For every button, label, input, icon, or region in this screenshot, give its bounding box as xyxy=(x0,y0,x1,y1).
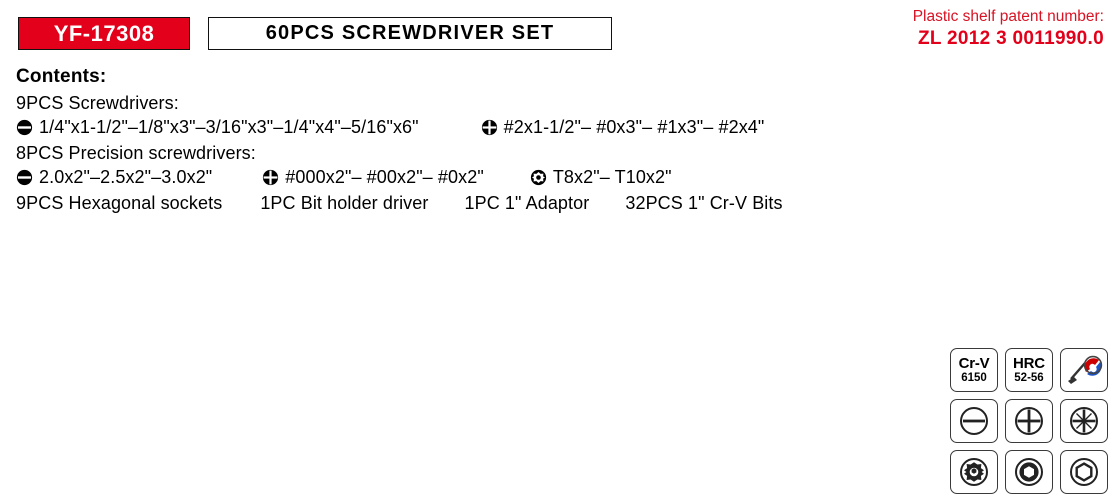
hardness-hrc-bottom: 52-56 xyxy=(1014,371,1044,384)
hex-socket-bit-icon xyxy=(1005,450,1053,494)
total-item: 9PCS Hexagonal sockets xyxy=(16,193,223,213)
square-bit-icon xyxy=(1060,450,1108,494)
spec-text: #000x2"– #00x2"– #0x2" xyxy=(285,167,484,187)
group-precision-specs xyxy=(16,167,1106,188)
slotted-icon xyxy=(16,119,33,136)
material-crv-top: Cr-V xyxy=(958,355,990,373)
spec-text: 1/4"x1-1/2"–1/8"x3"–3/16"x3"–1/4"x4"–5/16"x6" xyxy=(39,117,419,137)
patent-info xyxy=(913,8,1104,50)
magnetic-icon xyxy=(1060,348,1108,392)
total-item: 1PC 1" Adaptor xyxy=(464,193,590,213)
spec-text: 2.0x2"–2.5x2"–3.0x2" xyxy=(39,167,213,187)
contents-section xyxy=(16,66,1106,214)
patent-label: Plastic shelf patent number: xyxy=(912,8,1104,25)
phillips-bit-icon xyxy=(1005,399,1053,443)
spec-text: T8x2"– T10x2" xyxy=(552,167,672,187)
material-crv-icon xyxy=(950,348,998,392)
material-crv-bottom: 6150 xyxy=(961,371,987,384)
phillips-icon xyxy=(481,119,498,136)
spec-item xyxy=(16,117,419,138)
feature-icon-grid xyxy=(950,348,1108,494)
spec-item xyxy=(262,167,484,188)
total-item: 32PCS 1" Cr-V Bits xyxy=(625,193,783,213)
spec-item xyxy=(481,117,765,138)
sku-label: YF-17308 xyxy=(53,20,155,46)
torx-bit-icon xyxy=(950,450,998,494)
product-title-box xyxy=(208,17,612,50)
group-screwdrivers-label: 9PCS Screwdrivers: xyxy=(16,93,179,113)
slotted-bit-icon xyxy=(950,399,998,443)
pozidriv-bit-icon xyxy=(1060,399,1108,443)
group-precision-label: 8PCS Precision screwdrivers: xyxy=(16,143,256,163)
phillips-icon xyxy=(262,169,279,186)
totals-row xyxy=(16,193,1106,214)
spec-text: #2x1-1/2"– #0x3"– #1x3"– #2x4" xyxy=(503,117,765,137)
page-title: 60PCS SCREWDRIVER SET xyxy=(265,22,555,44)
hardness-hrc-icon xyxy=(1005,348,1053,392)
sku-badge xyxy=(18,17,190,50)
total-item: 1PC Bit holder driver xyxy=(260,193,429,213)
header xyxy=(0,0,1116,58)
patent-number: ZL 2012 3 0011990.0 xyxy=(917,27,1104,49)
spec-item xyxy=(530,167,672,188)
hardness-hrc-top: HRC xyxy=(1013,355,1045,373)
spec-item xyxy=(16,167,212,188)
slotted-icon xyxy=(16,169,33,186)
group-screwdrivers-specs xyxy=(16,117,1106,138)
contents-heading: Contents: xyxy=(16,66,107,87)
torx-icon xyxy=(530,169,547,186)
